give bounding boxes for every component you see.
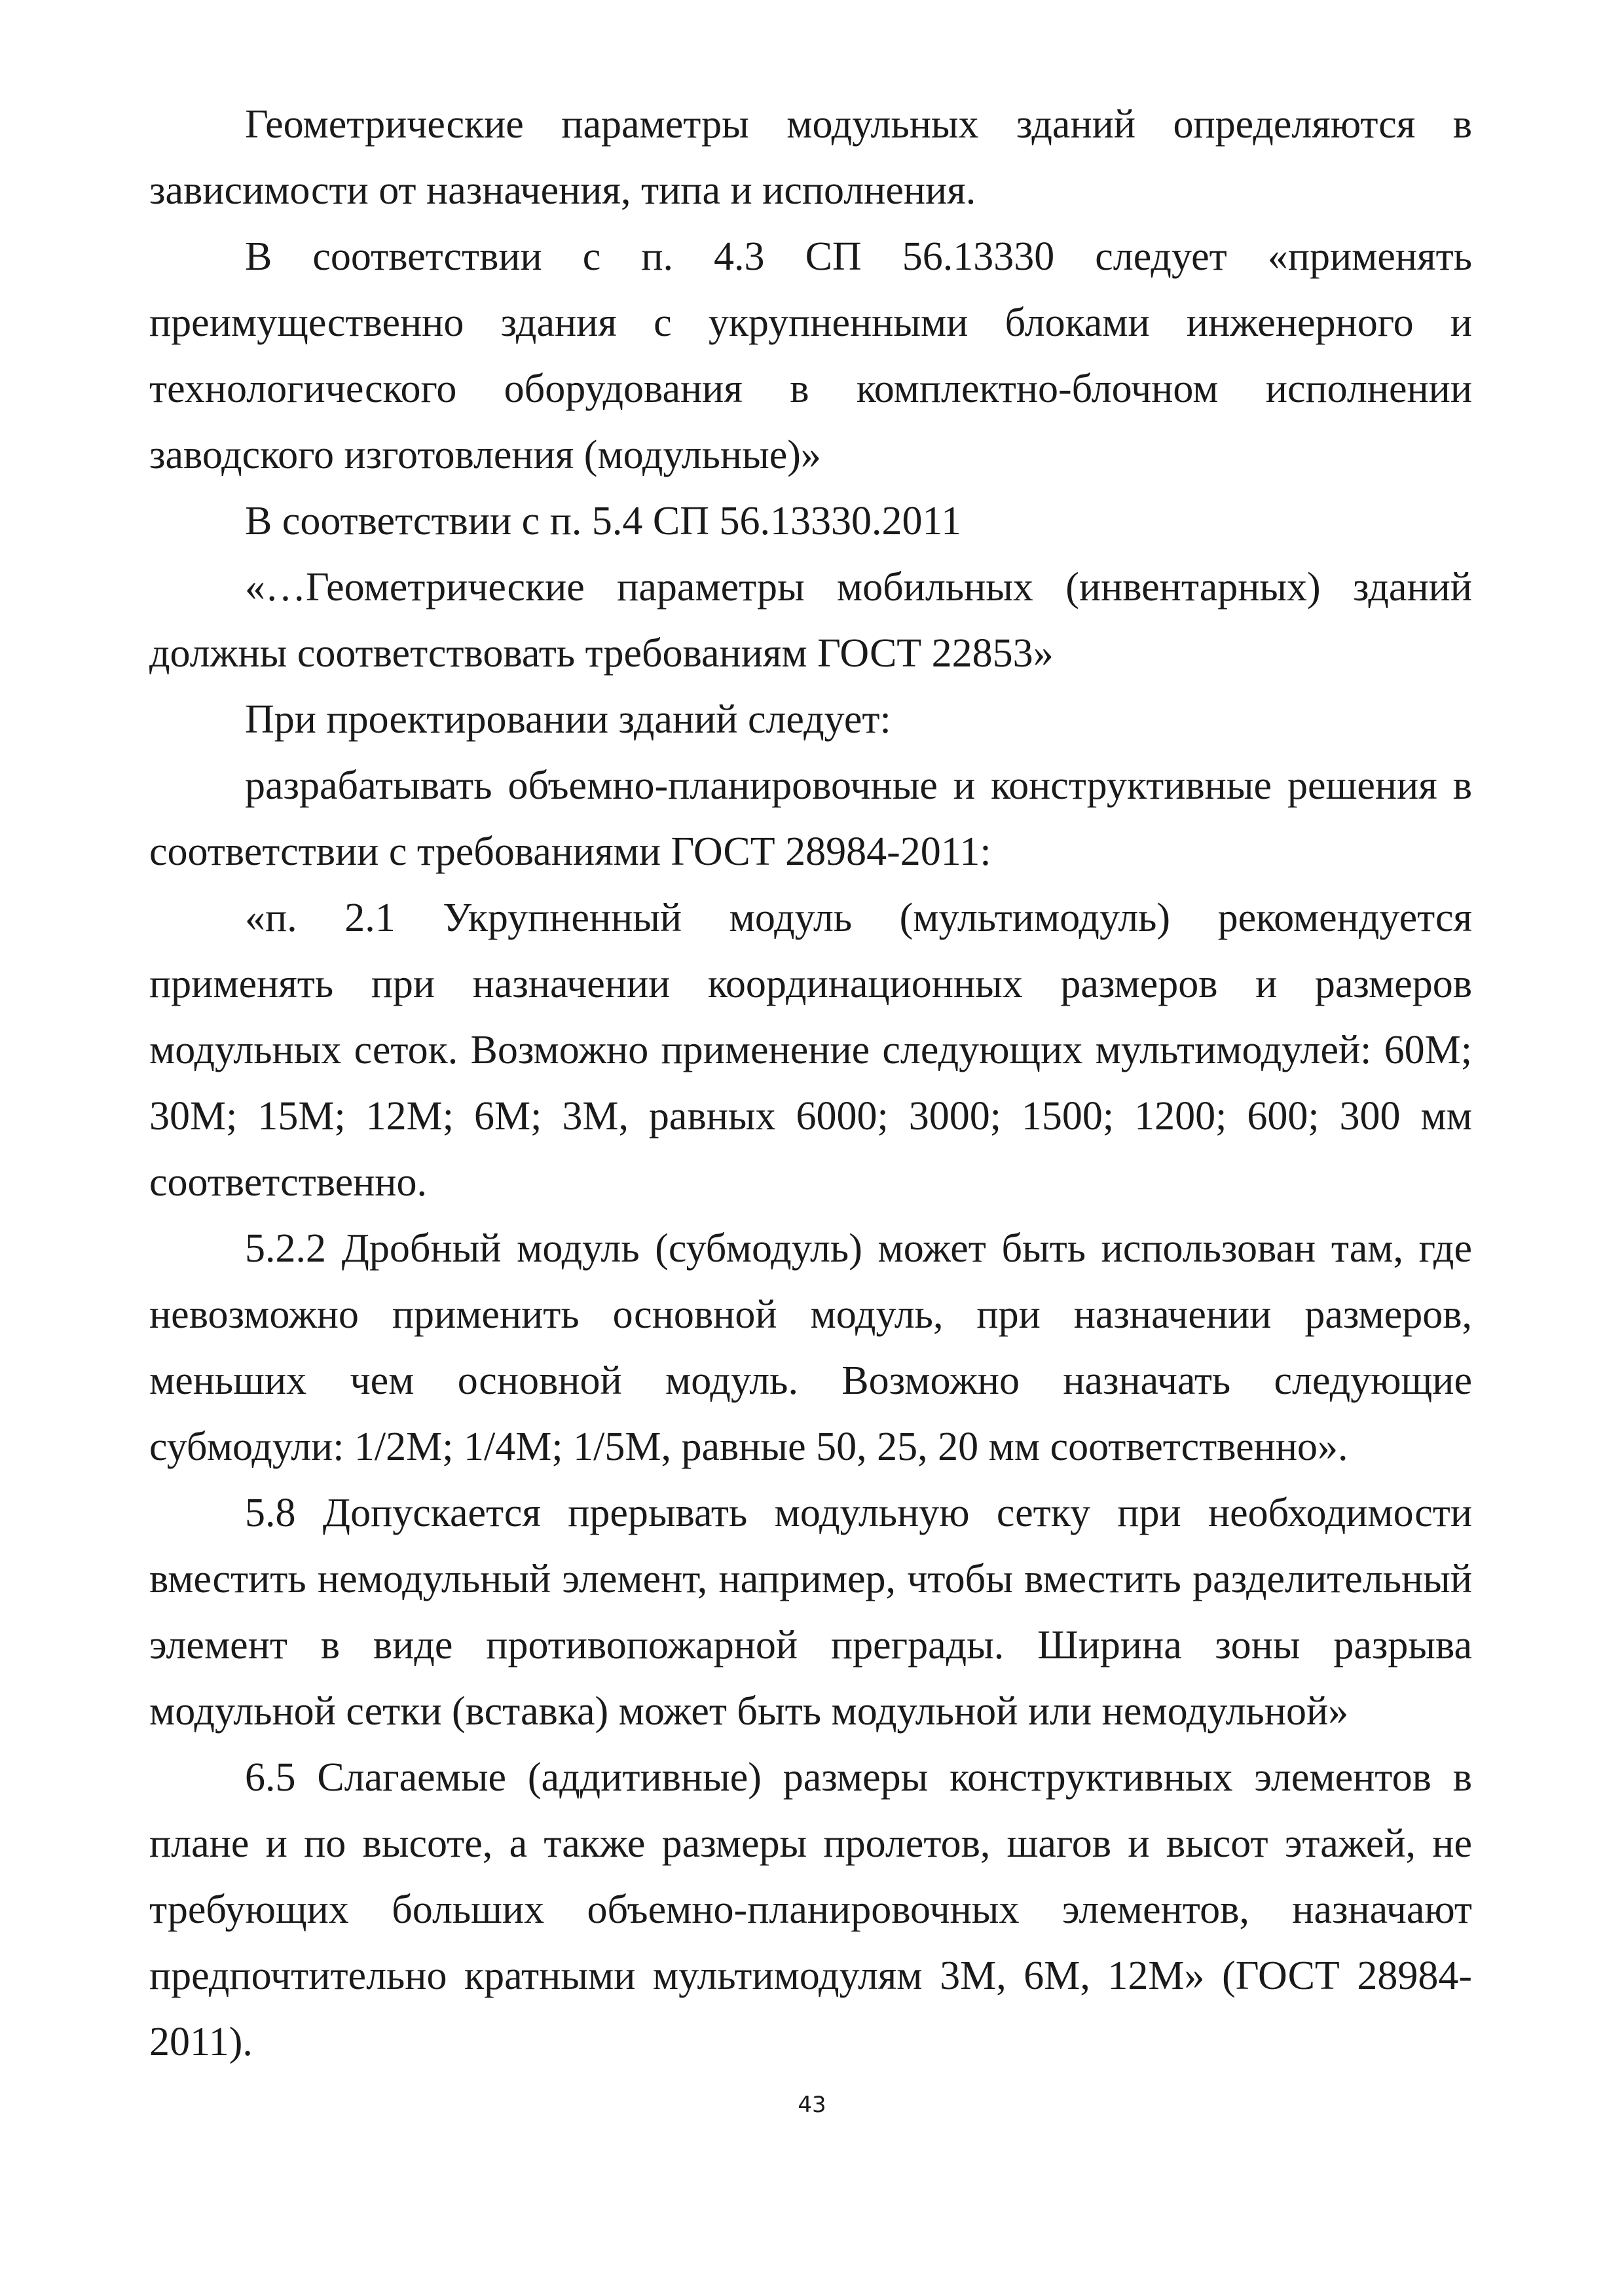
paragraph-geometric-parameters: Геометрические параметры модульных зданий определяются в зависимости от назначения, типа и исполнения. [149,102,1472,213]
paragraph-submodule: 5.2.2 Дробный модуль (субмодуль) может быть использован там, где невозможно применить основной модуль, при назначении размеров, меньших чем основной модуль. Возможно назначать следующие субмодули: 1/2М; 1/4М; 1/5М, равные 50, 25, 20 мм соответственно». [149,1226,1472,1469]
paragraph-sp-5-4: В соответствии с п. 5.4 СП 56.13330.2011 [245,499,962,543]
body-text [149,92,1472,2075]
paragraph-design-intro: При проектировании зданий следует: [245,697,891,742]
paragraph-multimodule: «п. 2.1 Укрупненный модуль (мультимодуль) рекомендуется применять при назначении координационных размеров и размеров модульных сеток. Возможно применение следующих мультимодулей: 60М; 30М; 15М; 12М; 6М; 3М, равных 6000; 3000; 1500; 1200; 600; 300 мм соответственно. [149,896,1472,1205]
paragraph-additive-dimensions: 6.5 Слагаемые (аддитивные) размеры конструктивных элементов в плане и по высоте, а также размеры пролетов, шагов и высот этажей, не требующих больших объемно-планировочных элементов, назначают предпочтительно кратными мультимодулям 3М, 6М, 12М» (ГОСТ 28984-2011). [149,1755,1472,2064]
page-number: 43 [798,2092,826,2118]
paragraph-grid-interrupt: 5.8 Допускается прерывать модульную сетку при необходимости вместить немодульный элемент, например, чтобы вместить разделительный элемент в виде противопожарной преграды. Ширина зоны разрыва модульной сетки (вставка) может быть модульной или немодульной» [149,1491,1472,1734]
paragraph-sp-4-3: В соответствии с п. 4.3 СП 56.13330 следует «применять преимущественно здания с укрупненными блоками инженерного и технологического оборудования в комплектно-блочном исполнении заводского изготовления (модульные)» [149,234,1472,477]
paragraph-quote-gost-22853: «…Геометрические параметры мобильных (инвентарных) зданий должны соответствовать требованиям ГОСТ 22853» [149,565,1472,676]
paragraph-design-requirements: разрабатывать объемно-планировочные и конструктивные решения в соответствии с требованиями ГОСТ 28984-2011: [149,763,1472,874]
